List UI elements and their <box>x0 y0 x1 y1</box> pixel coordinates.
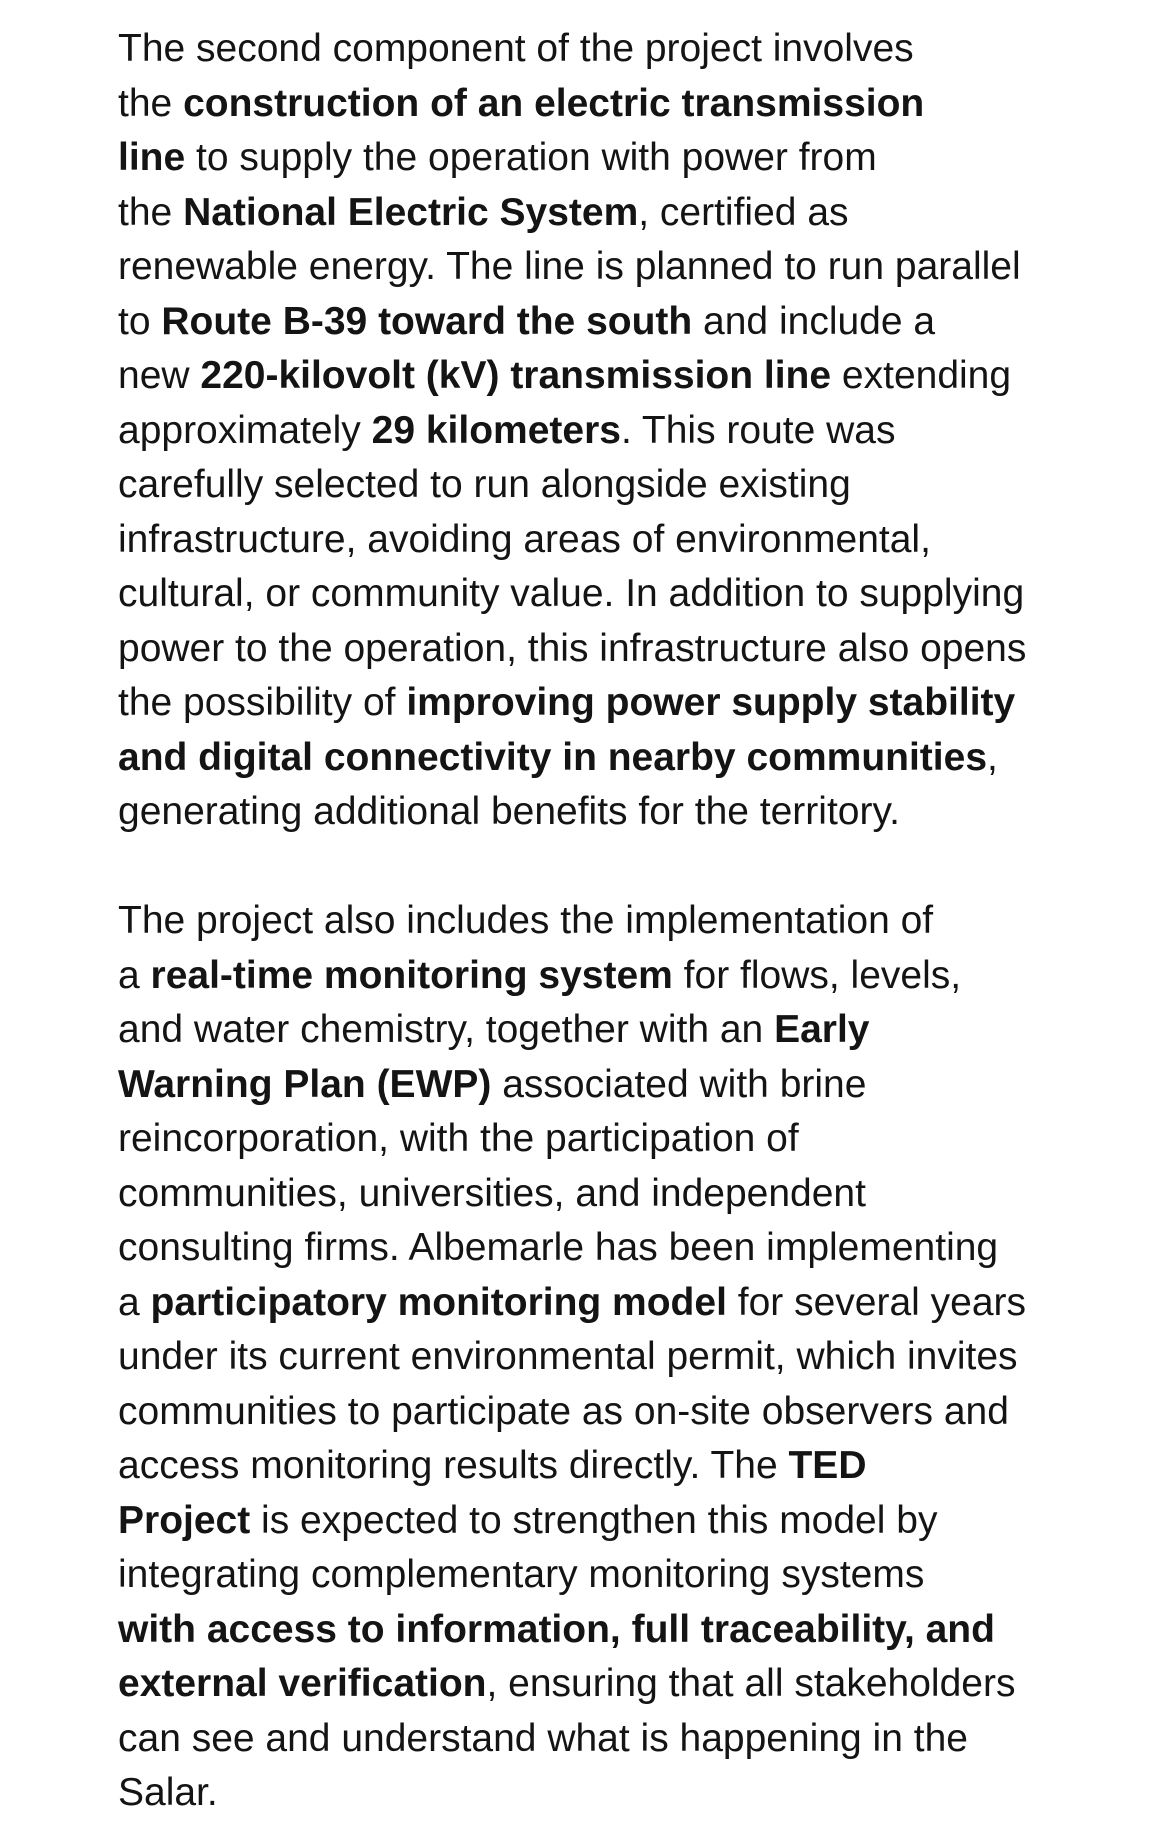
bold-text-run: with access to information, full traceability, and <box>118 1607 995 1651</box>
text-line <box>118 349 1078 404</box>
text-line <box>118 295 1078 350</box>
text-line <box>118 1603 1078 1658</box>
bold-text-run: TED <box>788 1444 867 1487</box>
bold-text-run: Warning Plan (EWP) <box>118 1062 492 1106</box>
text-line <box>118 894 1078 949</box>
text-line <box>118 1766 1078 1821</box>
text-line <box>118 731 1078 786</box>
text-run: the <box>118 190 184 234</box>
text-line <box>118 1439 1078 1494</box>
bold-text-run: real-time monitoring system <box>150 953 673 997</box>
text-line <box>118 404 1078 459</box>
text-run: for several years <box>726 1280 1027 1324</box>
text-run: consulting firms. Albemarle has been implementing <box>118 1226 999 1269</box>
text-run: for flows, levels, <box>672 953 962 997</box>
text-run: extending <box>831 354 1012 397</box>
text-line <box>118 622 1078 677</box>
text-line <box>118 1112 1078 1167</box>
text-line <box>118 1276 1078 1331</box>
article-body <box>118 22 1078 1821</box>
text-run: carefully selected to run alongside existing <box>118 463 851 506</box>
text-run: a <box>118 1280 151 1324</box>
paragraph-transmission-line <box>118 22 1078 840</box>
text-line <box>118 513 1078 568</box>
text-run: new <box>118 354 201 397</box>
text-run: the <box>118 81 184 125</box>
text-run: a <box>118 953 151 997</box>
text-run: can see and understand what is happening in the <box>118 1716 968 1760</box>
text-line <box>118 1385 1078 1440</box>
text-line <box>118 77 1078 132</box>
text-run: renewable energy. The line is planned to run parallel <box>118 245 1021 288</box>
text-line <box>118 458 1078 513</box>
text-run: Salar. <box>118 1771 218 1814</box>
bold-text-run: 220-kilovolt (kV) transmission line <box>200 354 832 397</box>
text-line <box>118 1712 1078 1767</box>
text-line <box>118 949 1078 1004</box>
text-line <box>118 1330 1078 1385</box>
text-run: to <box>118 299 162 343</box>
text-run: approximately <box>118 408 372 452</box>
paragraph-monitoring-system <box>118 894 1078 1821</box>
text-run: associated with brine <box>491 1062 867 1106</box>
bold-text-run: and digital connectivity in nearby communities <box>118 735 988 779</box>
bold-text-run: National Electric System <box>183 190 639 234</box>
text-line <box>118 785 1078 840</box>
text-run: communities to participate as on-site observers and <box>118 1389 1009 1433</box>
text-run: communities, universities, and independent <box>118 1171 866 1215</box>
text-run: under its current environmental permit, which invites <box>118 1335 1018 1378</box>
text-line <box>118 1494 1078 1549</box>
bold-text-run: construction of an electric transmission <box>183 81 925 125</box>
text-run: , ensuring that all stakeholders <box>486 1662 1016 1705</box>
text-run: , <box>987 735 998 779</box>
bold-text-run: Route B-39 toward the south <box>161 299 693 343</box>
text-run: cultural, or community value. In addition to supplying <box>118 572 1025 615</box>
text-line <box>118 1548 1078 1603</box>
text-run: . This route was <box>620 408 896 452</box>
text-run: the possibility of <box>118 681 407 724</box>
text-run: power to the operation, this infrastructure also opens <box>118 626 1027 670</box>
bold-text-run: improving power supply stability <box>406 681 1016 724</box>
text-line <box>118 131 1078 186</box>
text-line <box>118 240 1078 295</box>
text-run: reincorporation, with the participation of <box>118 1117 799 1160</box>
bold-text-run: Early <box>774 1008 870 1051</box>
bold-text-run: participatory monitoring model <box>150 1280 727 1324</box>
text-run: access monitoring results directly. The <box>118 1444 789 1487</box>
text-run: and include a <box>692 299 936 343</box>
text-run: to supply the operation with power from <box>185 136 877 179</box>
bold-text-run: 29 kilometers <box>371 408 621 452</box>
text-run: infrastructure, avoiding areas of environmental, <box>118 517 931 561</box>
text-run: is expected to strengthen this model by <box>250 1498 938 1542</box>
text-line <box>118 186 1078 241</box>
text-run: , certified as <box>638 190 849 234</box>
text-line <box>118 567 1078 622</box>
text-line <box>118 676 1078 731</box>
bold-text-run: Project <box>118 1498 251 1542</box>
text-run: generating additional benefits for the territory. <box>118 790 900 833</box>
text-line <box>118 1058 1078 1113</box>
text-line <box>118 1003 1078 1058</box>
text-line <box>118 1167 1078 1222</box>
bold-text-run: line <box>118 136 186 179</box>
text-line <box>118 1221 1078 1276</box>
bold-text-run: external verification <box>118 1662 487 1705</box>
text-run: The project also includes the implementation of <box>118 899 934 942</box>
text-line <box>118 1657 1078 1712</box>
text-line <box>118 22 1078 77</box>
text-run: The second component of the project involves <box>118 27 914 70</box>
text-run: integrating complementary monitoring systems <box>118 1553 925 1596</box>
text-run: and water chemistry, together with an <box>118 1008 775 1051</box>
